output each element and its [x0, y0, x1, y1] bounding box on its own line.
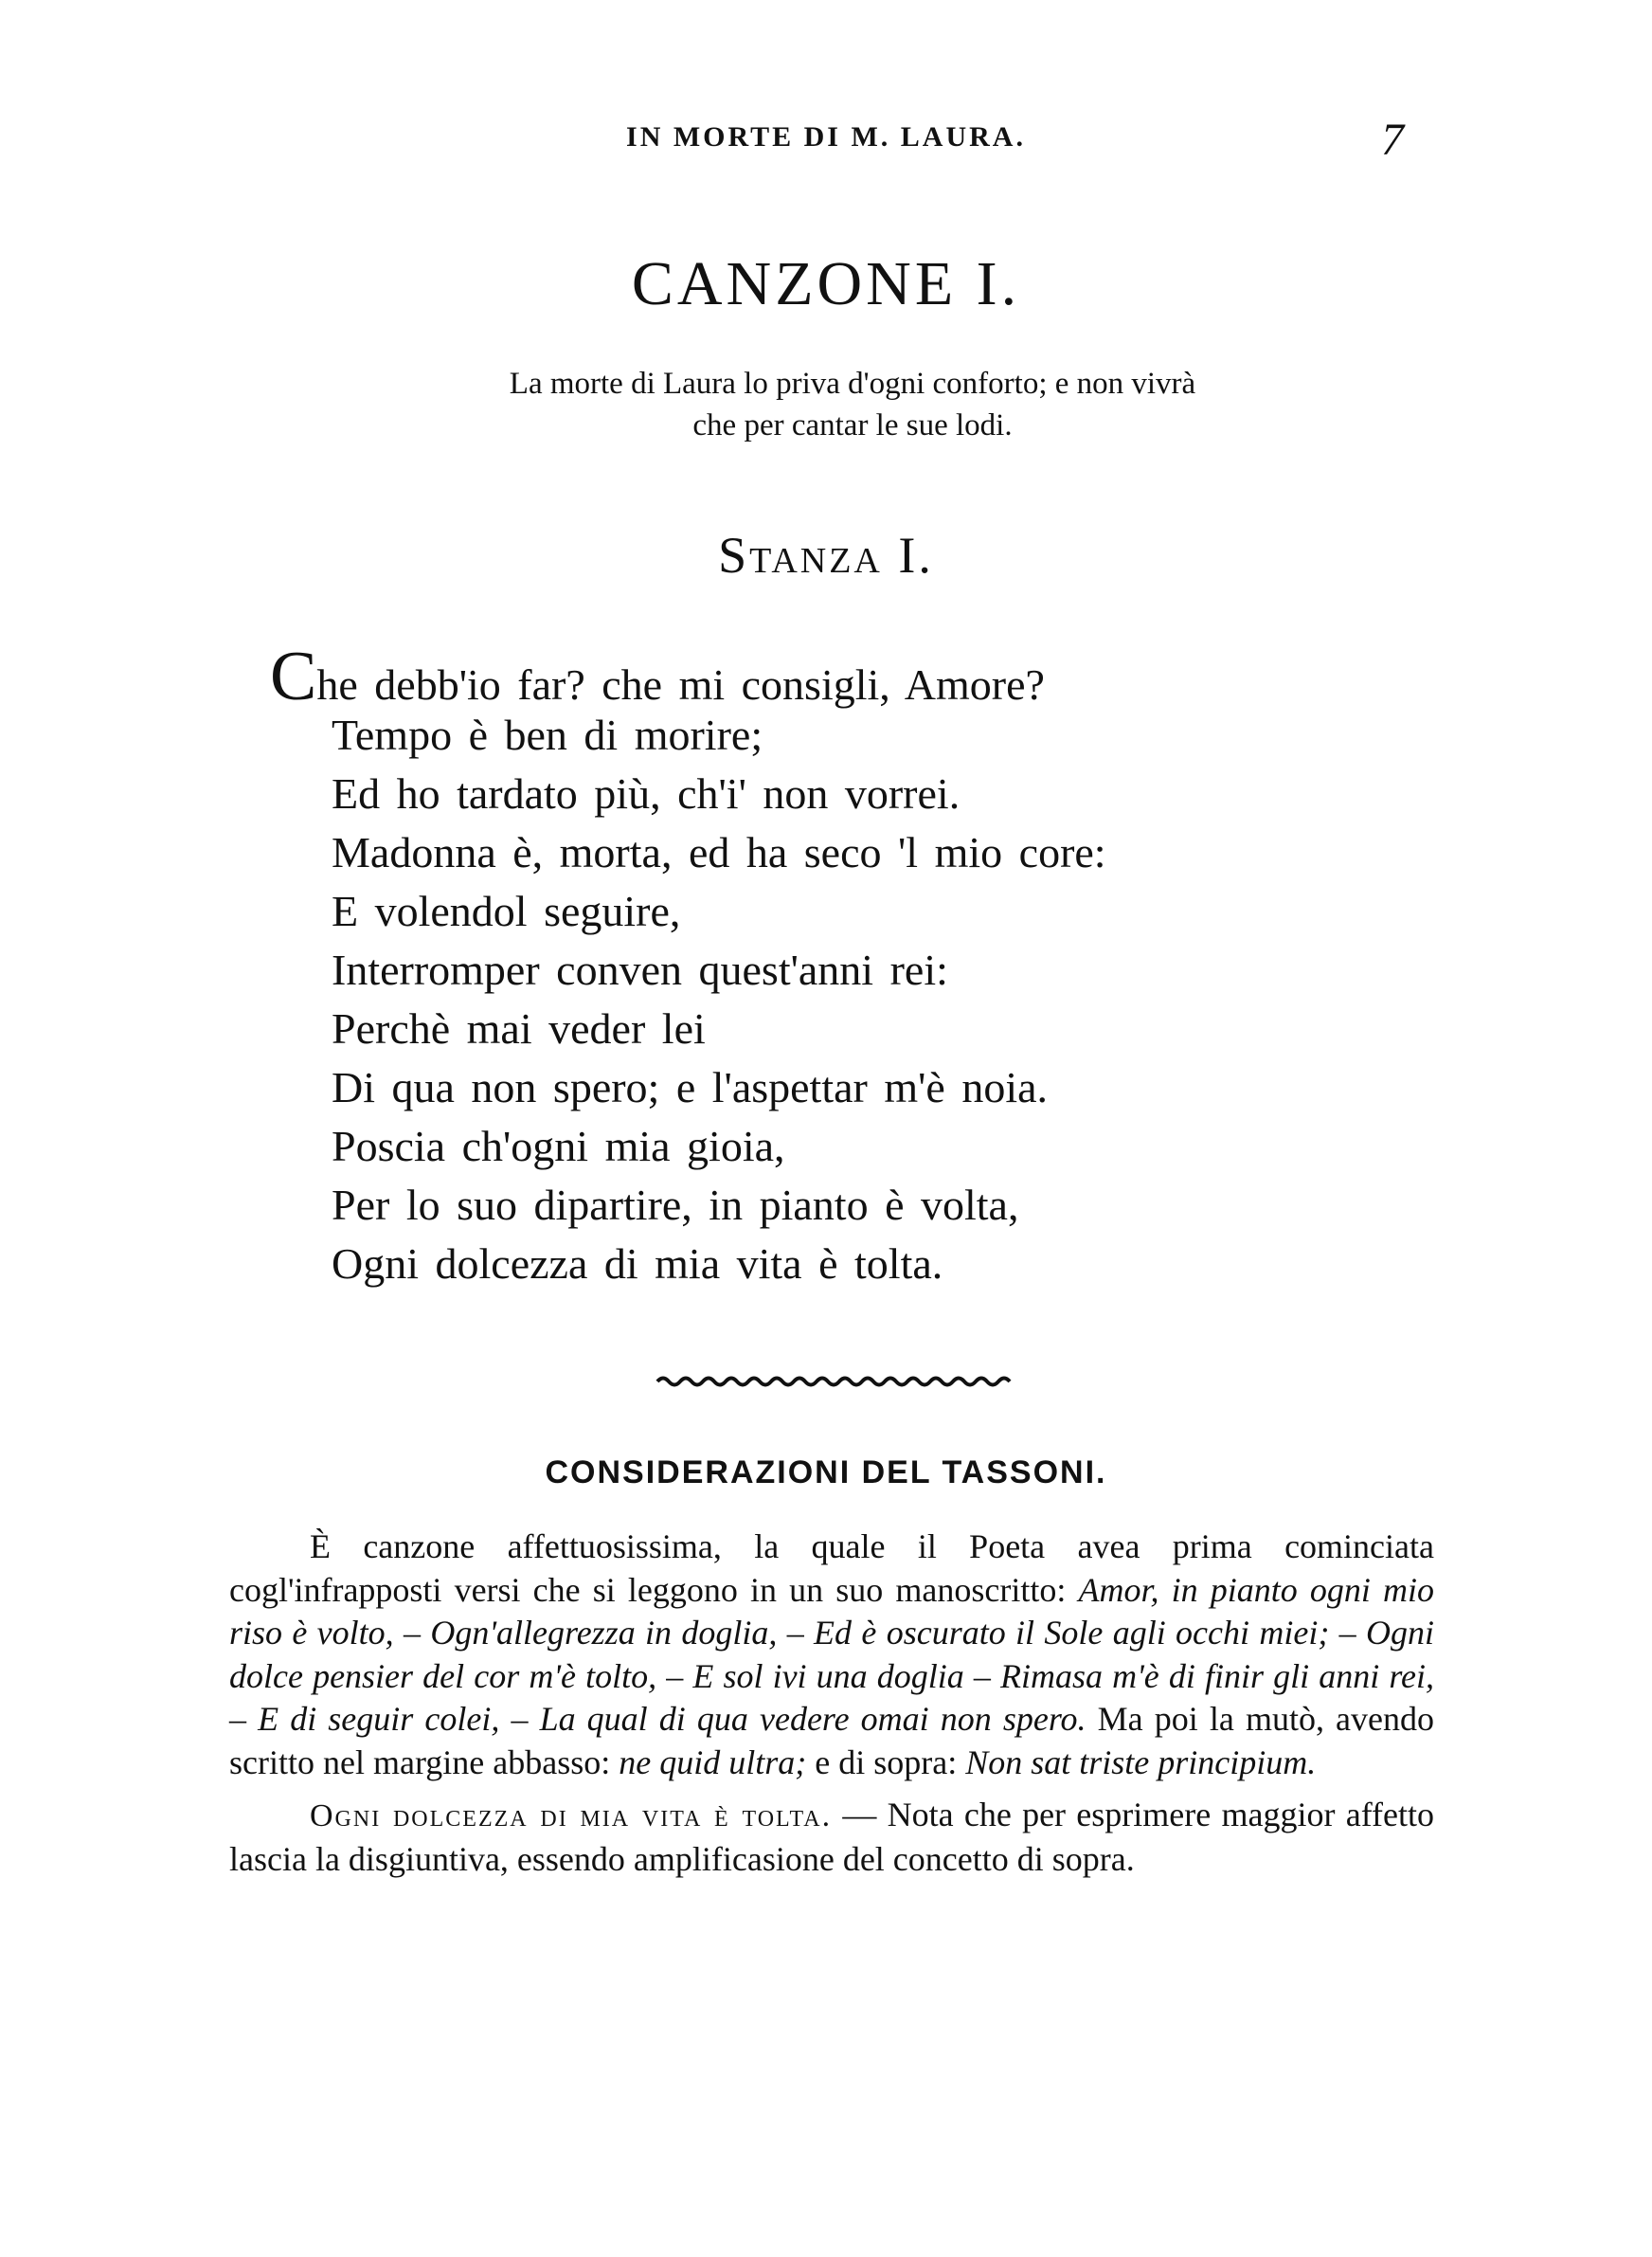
page-number: 7: [1381, 115, 1404, 165]
verse-line-text: he debb'io far? che mi consigli, Amore?: [316, 660, 1045, 709]
margin-note: ne quid ultra;: [619, 1742, 807, 1781]
verse-line: Poscia ch'ogni mia gioia,: [332, 1122, 785, 1170]
stanza-heading-word: Stanza: [718, 527, 883, 584]
verse-line: E volendol seguire,: [332, 887, 681, 935]
canzone-argument: [355, 363, 1350, 446]
argument-line-1: La morte di Laura lo priva d'ogni conforto; e non vivrà: [509, 367, 1196, 401]
running-head: IN MORTE DI M. LAURA.: [626, 121, 1026, 153]
stanza-heading-number: I.: [898, 527, 934, 584]
verse-line: Di qua non spero; e l'aspettar m'è noia.: [332, 1063, 1049, 1111]
lemma: Ogni dolcezza di mia vita è tolta.: [310, 1798, 833, 1833]
verse-line: Perchè mai veder lei: [332, 1004, 706, 1053]
verse-line: Interromper conven quest'anni rei:: [332, 946, 948, 994]
argument-line-2: che per cantar le sue lodi.: [692, 408, 1013, 442]
commentary-body: [229, 1526, 1434, 1881]
verse-line: Ogni dolcezza di mia vita è tolta.: [332, 1239, 943, 1288]
ornamental-rule: [654, 1372, 1014, 1391]
commentary-heading: CONSIDERAZIONI DEL TASSONI.: [545, 1454, 1107, 1490]
canzone-title: CANZONE I.: [631, 249, 1021, 318]
commentary-text: e di sopra:: [806, 1742, 966, 1781]
verse-line: [270, 638, 1407, 715]
stanza-verses: [270, 638, 1407, 1293]
verse-line: Madonna è, morta, ed ha seco 'l mio core:: [332, 828, 1106, 876]
commentary-paragraph: [229, 1526, 1434, 1784]
verse-line: Ed ho tardato più, ch'i' non vorrei.: [332, 769, 961, 818]
commentary-text: È canzone affettuosissima, la quale il Poeta avea prima cominciata cogl'infrapposti versi che si leggono in un suo manoscritto:: [229, 1527, 1434, 1609]
commentary-paragraph: [229, 1794, 1434, 1881]
commentary-text: Ma poi la mutò, avendo scritto nel margine abbasso:: [229, 1700, 1435, 1781]
quoted-verses: Amor, in pianto ogni mio riso è volto, – Ogn'allegrezza in doglia, – Ed è oscurato il Sole agli occhi miei; – Ogni dolce pensier del cor m'è tolto, – E sol ivi una doglia – Rimasa m'è di finir gli anni rei, – E di seguir colei, – La qual di qua vedere omai non spero.: [229, 1570, 1435, 1738]
stanza-heading: [0, 526, 1652, 585]
margin-note: Non sat triste principium.: [965, 1742, 1317, 1781]
commentary-text: — Nota che per esprimere maggior affetto lascia la disgiuntiva, essendo amplificasione del concetto di sopra.: [229, 1796, 1435, 1878]
verse-line: Per lo suo dipartire, in pianto è volta,: [332, 1181, 1019, 1229]
verse-line: Tempo è ben di morire;: [332, 711, 763, 759]
drop-cap: C: [270, 638, 317, 715]
